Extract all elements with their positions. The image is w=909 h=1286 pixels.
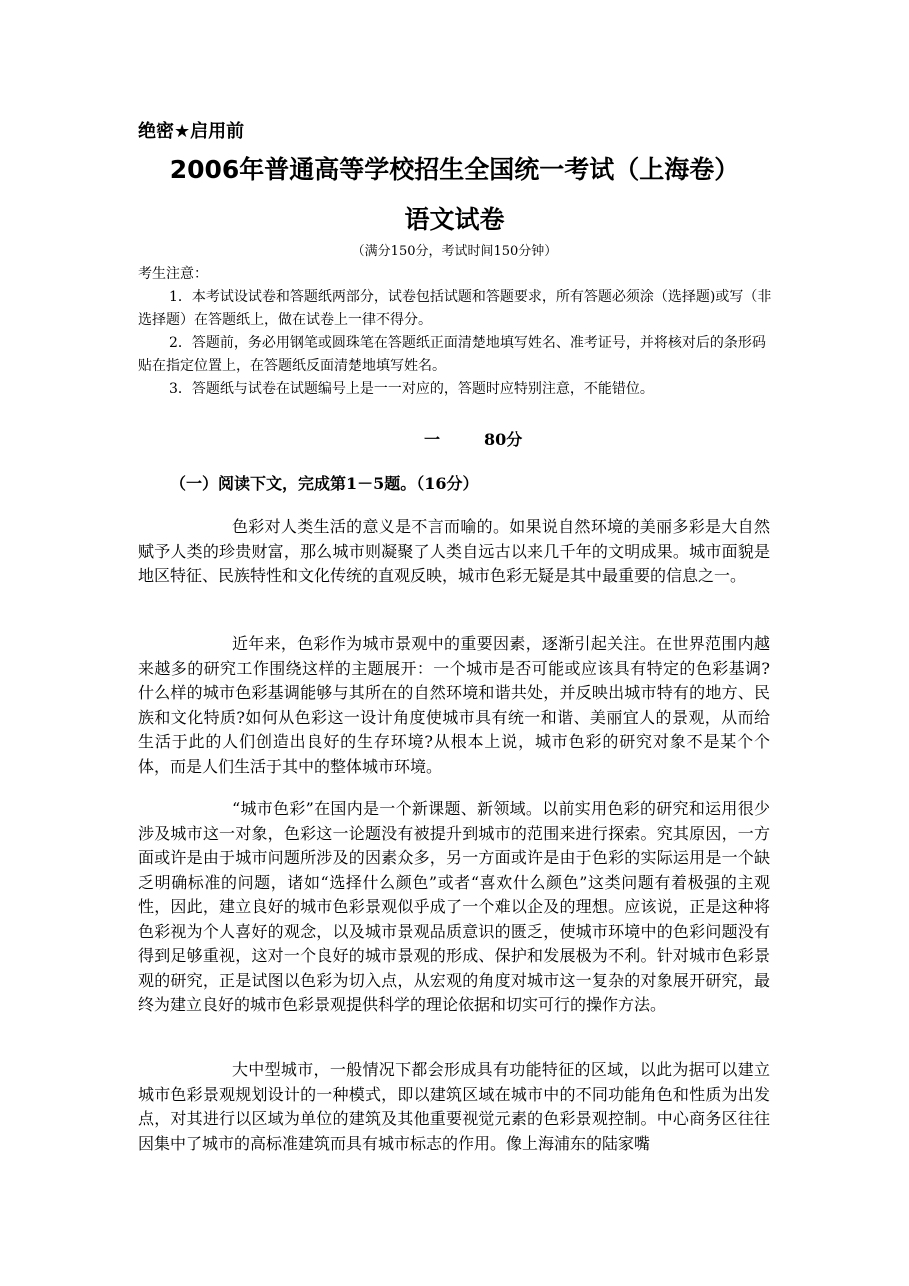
paper-title: 语文试卷 (404, 205, 505, 234)
notice-heading: 考生注意： (138, 266, 208, 282)
notice-item: 1．本考试设试卷和答题纸两部分，试卷包括试题和答题要求，所有答题必须涂（选择题)或写（非选择题）在答题纸上，做在试卷上一律不得分。 (138, 289, 772, 328)
exam-subtitle: （满分150分，考试时间150分钟） (351, 244, 558, 259)
notice-item: 3．答题纸与试卷在试题编号上是一一对应的，答题时应特别注意，不能错位。 (169, 381, 654, 397)
secret-label: 绝密★启用前 (138, 121, 245, 142)
exam-title: 2006年普通高等学校招生全国统一考试（上海卷） (169, 155, 740, 184)
section-score: 80分 (484, 430, 523, 449)
section-heading (424, 427, 522, 450)
passage-paragraph: 色彩对人类生活的意义是不言而喻的。如果说自然环境的美丽多彩是大自然赋予人类的珍贵财富，那么城市则凝聚了人类自远古以来几千年的文明成果。城市面貌是地区特征、民族特性和文化传统的直观反映，城市色彩无疑是其中最重要的信息之一。 (138, 517, 770, 585)
question-group-heading: （一）阅读下文，完成第1－5题。（16分） (170, 474, 479, 493)
passage-paragraph: 大中型城市，一般情况下都会形成具有功能特征的区域，以此为据可以建立城市色彩景观规划设计的一种模式，即以建筑区域在城市中的不同功能角色和性质为出发点，对其进行以区域为单位的建筑及其他重要视觉元素的色彩景观控制。中心商务区往往因集中了城市的高标准建筑而具有城市标志的作用。像上海浦东的陆家嘴 (138, 1060, 770, 1153)
section-number: 一 (424, 430, 441, 449)
passage-paragraph: 近年来，色彩作为城市景观中的重要因素，逐渐引起关注。在世界范围内越来越多的研究工作围绕这样的主题展开：一个城市是否可能或应该具有特定的色彩基调?什么样的城市色彩基调能够与其所在的自然环境和谐共处，并反映出城市特有的地方、民族和文化特质?如何从色彩这一设计角度使城市具有统一和谐、美丽宜人的景观，从而给生活于此的人们创造出良好的生存环境?从根本上说，城市色彩的研究对象不是某个个体，而是人们生活于其中的整体城市环境。 (138, 634, 770, 776)
notice-item: 2．答题前，务必用钢笔或圆珠笔在答题纸正面清楚地填写姓名、准考证号，并将核对后的条形码贴在指定位置上，在答题纸反面清楚地填写姓名。 (138, 335, 766, 374)
passage-paragraph: “城市色彩”在国内是一个新课题、新领域。以前实用色彩的研究和运用很少涉及城市这一对象，色彩这一论题没有被提升到城市的范围来进行探索。究其原因，一方面或许是由于城市问题所涉及的因素众多，另一方面或许是由于色彩的实际运用是一个缺乏明确标准的问题，诸如“选择什么颜色”或者“喜欢什么颜色”这类问题有着极强的主观性，因此，建立良好的城市色彩景观似乎成了一个难以企及的理想。应该说，正是这种将色彩视为个人喜好的观念，以及城市景观品质意识的匮乏，使城市环境中的色彩问题没有得到足够重视，这对一个良好的城市景观的形成、保护和发展极为不利。针对城市色彩景观的研究，正是试图以色彩为切入点，从宏观的角度对城市这一复杂的对象展开研究，最终为建立良好的城市色彩景观提供科学的理论依据和切实可行的操作方法。 (138, 799, 770, 1014)
